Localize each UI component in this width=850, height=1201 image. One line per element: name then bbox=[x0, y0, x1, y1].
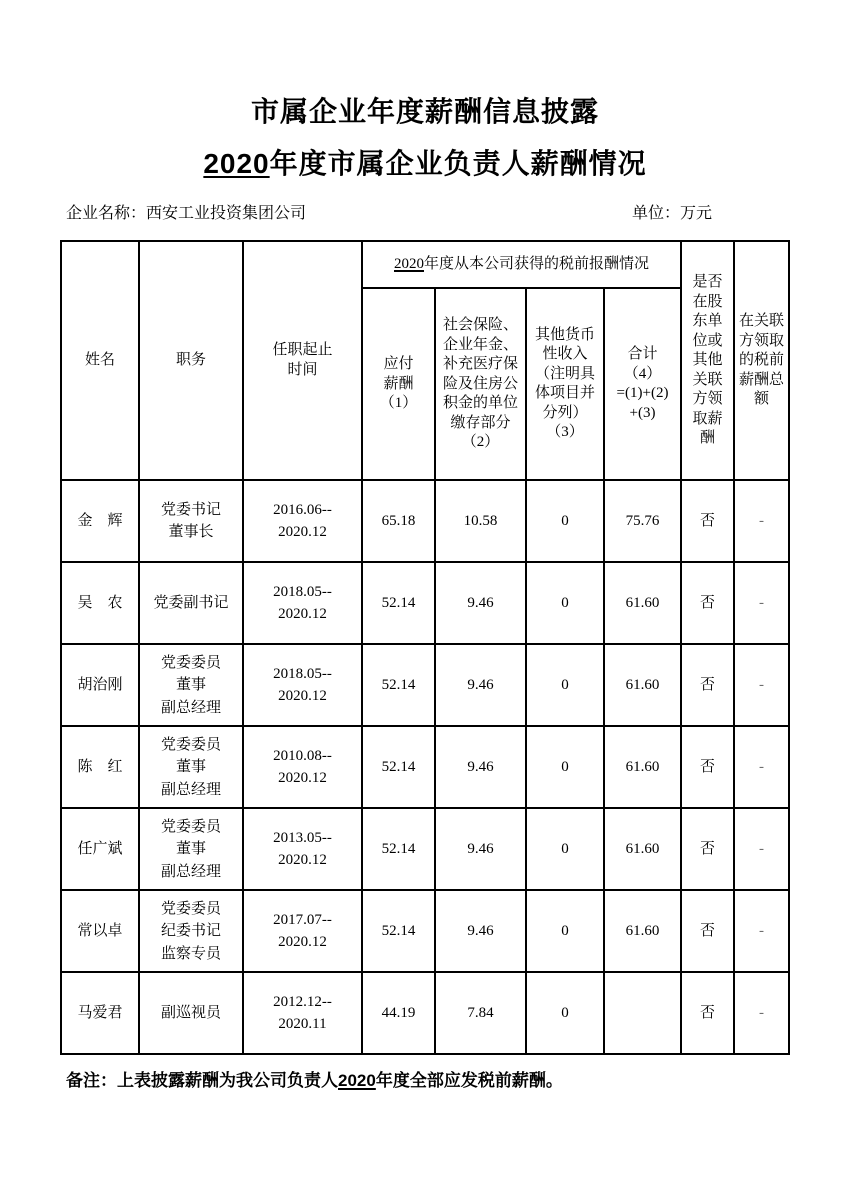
unit-line bbox=[632, 204, 712, 223]
cell-payable: 52.14 bbox=[362, 808, 435, 890]
header-payable: 应付 薪酬 （1） bbox=[362, 288, 435, 480]
cell-shareholder: 否 bbox=[681, 726, 734, 808]
header-tenure: 任职起止 时间 bbox=[243, 241, 362, 480]
cell-tenure: 2018.05-- 2020.12 bbox=[243, 644, 362, 726]
header-pretax-group bbox=[362, 241, 681, 288]
cell-position: 党委委员 董事 副总经理 bbox=[139, 808, 243, 890]
header-insurance: 社会保险、 企业年金、 补充医疗保 险及住房公 积金的单位 缴存部分 （2） bbox=[435, 288, 526, 480]
cell-other: 0 bbox=[526, 726, 604, 808]
cell-tenure: 2010.08-- 2020.12 bbox=[243, 726, 362, 808]
cell-name: 吴 农 bbox=[61, 562, 139, 644]
cell-position: 党委委员 董事 副总经理 bbox=[139, 644, 243, 726]
cell-related: - bbox=[734, 480, 789, 562]
cell-shareholder: 否 bbox=[681, 562, 734, 644]
cell-tenure: 2017.07-- 2020.12 bbox=[243, 890, 362, 972]
unit-label: 单位： bbox=[631, 205, 680, 223]
company-name-line bbox=[66, 204, 306, 223]
document-title: 市属企业年度薪酬信息披露 bbox=[250, 96, 599, 127]
company-name-value: 西安工业投资集团公司 bbox=[146, 205, 307, 223]
note-suffix: 年度全部应发税前薪酬。 bbox=[375, 1071, 563, 1091]
cell-total: 75.76 bbox=[604, 480, 681, 562]
cell-payable: 65.18 bbox=[362, 480, 435, 562]
cell-total: 61.60 bbox=[604, 726, 681, 808]
cell-total: 61.60 bbox=[604, 562, 681, 644]
cell-shareholder: 否 bbox=[681, 808, 734, 890]
subtitle-rest: 年度市属企业负责人薪酬情况 bbox=[269, 147, 647, 179]
cell-position: 党委书记 董事长 bbox=[139, 480, 243, 562]
cell-other: 0 bbox=[526, 808, 604, 890]
remark-note bbox=[66, 1071, 850, 1091]
group-header-rest: 年度从本公司获得的税前报酬情况 bbox=[424, 256, 650, 273]
cell-related: - bbox=[734, 890, 789, 972]
cell-tenure: 2018.05-- 2020.12 bbox=[243, 562, 362, 644]
table-row bbox=[61, 808, 789, 890]
cell-insurance: 7.84 bbox=[435, 972, 526, 1054]
cell-related: - bbox=[734, 644, 789, 726]
cell-shareholder: 否 bbox=[681, 480, 734, 562]
cell-position: 副巡视员 bbox=[139, 972, 243, 1054]
cell-name: 任广斌 bbox=[61, 808, 139, 890]
cell-shareholder: 否 bbox=[681, 644, 734, 726]
cell-position: 党委副书记 bbox=[139, 562, 243, 644]
cell-tenure: 2016.06-- 2020.12 bbox=[243, 480, 362, 562]
document-subtitle bbox=[0, 147, 850, 181]
unit-value: 万元 bbox=[679, 205, 712, 223]
cell-name: 陈 红 bbox=[61, 726, 139, 808]
cell-name: 常以卓 bbox=[61, 890, 139, 972]
cell-total: 61.60 bbox=[604, 808, 681, 890]
cell-total: 61.60 bbox=[604, 890, 681, 972]
header-name: 姓名 bbox=[61, 241, 139, 480]
header-total: 合计 （4） =(1)+(2) +(3) bbox=[604, 288, 681, 480]
cell-shareholder: 否 bbox=[681, 890, 734, 972]
cell-insurance: 10.58 bbox=[435, 480, 526, 562]
cell-position: 党委委员 纪委书记 监察专员 bbox=[139, 890, 243, 972]
cell-related: - bbox=[734, 562, 789, 644]
cell-other: 0 bbox=[526, 972, 604, 1054]
cell-other: 0 bbox=[526, 562, 604, 644]
header-row-group bbox=[61, 241, 789, 288]
header-related-party: 在关联 方领取 的税前 薪酬总 额 bbox=[734, 241, 789, 480]
subtitle-year-underlined: 2020 bbox=[203, 147, 270, 179]
table-row bbox=[61, 890, 789, 972]
cell-payable: 44.19 bbox=[362, 972, 435, 1054]
cell-related: - bbox=[734, 808, 789, 890]
cell-insurance: 9.46 bbox=[435, 808, 526, 890]
note-year-underlined: 2020 bbox=[338, 1071, 376, 1091]
cell-other: 0 bbox=[526, 480, 604, 562]
table-row bbox=[61, 972, 789, 1054]
table-row bbox=[61, 562, 789, 644]
cell-insurance: 9.46 bbox=[435, 726, 526, 808]
cell-name: 金 辉 bbox=[61, 480, 139, 562]
cell-other: 0 bbox=[526, 644, 604, 726]
table-row bbox=[61, 726, 789, 808]
salary-table bbox=[60, 240, 790, 1055]
cell-tenure: 2013.05-- 2020.12 bbox=[243, 808, 362, 890]
group-header-year-underlined: 2020 bbox=[394, 256, 424, 273]
cell-other: 0 bbox=[526, 890, 604, 972]
cell-payable: 52.14 bbox=[362, 644, 435, 726]
table-row bbox=[61, 480, 789, 562]
cell-name: 马爱君 bbox=[61, 972, 139, 1054]
table-row bbox=[61, 644, 789, 726]
cell-name: 胡治刚 bbox=[61, 644, 139, 726]
header-shareholder: 是否 在股 东单 位或 其他 关联 方领 取薪 酬 bbox=[681, 241, 734, 480]
cell-position: 党委委员 董事 副总经理 bbox=[139, 726, 243, 808]
cell-payable: 52.14 bbox=[362, 726, 435, 808]
header-other-income: 其他货币 性收入 （注明具 体项目并 分列） （3） bbox=[526, 288, 604, 480]
cell-shareholder: 否 bbox=[681, 972, 734, 1054]
company-name-label: 企业名称： bbox=[66, 205, 147, 223]
cell-payable: 52.14 bbox=[362, 562, 435, 644]
cell-insurance: 9.46 bbox=[435, 562, 526, 644]
cell-total: 61.60 bbox=[604, 644, 681, 726]
cell-insurance: 9.46 bbox=[435, 644, 526, 726]
cell-related: - bbox=[734, 972, 789, 1054]
info-line bbox=[66, 204, 712, 223]
cell-tenure: 2012.12-- 2020.11 bbox=[243, 972, 362, 1054]
header-position: 职务 bbox=[139, 241, 243, 480]
cell-insurance: 9.46 bbox=[435, 890, 526, 972]
cell-total bbox=[604, 972, 681, 1054]
cell-related: - bbox=[734, 726, 789, 808]
note-prefix: 备注：上表披露薪酬为我公司负责人 bbox=[66, 1071, 338, 1091]
cell-payable: 52.14 bbox=[362, 890, 435, 972]
